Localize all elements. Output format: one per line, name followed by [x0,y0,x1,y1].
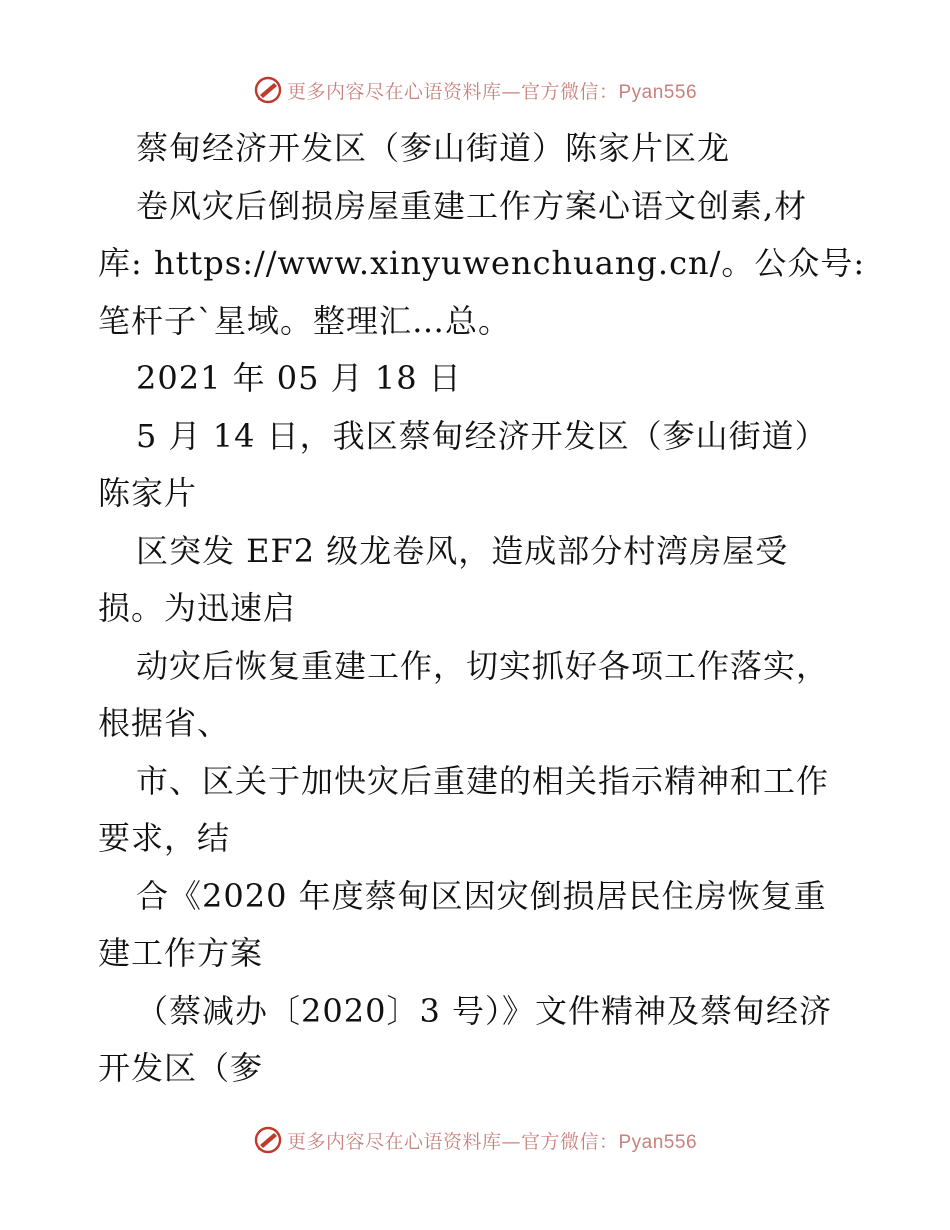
document-body [98,120,868,1098]
banner-text: 更多内容尽在心语资料库—官方微信：Pyan556 [286,1130,698,1153]
text-line: 损。为迅速启 [98,589,297,627]
header-watermark-banner [0,70,950,110]
text-line: 根据省、 [98,704,231,742]
text-line: 卷风灾后倒损房屋重建工作方案心语文创素,材 [136,186,808,225]
text-line: 陈家片 [98,474,198,512]
brand-logo-icon [253,75,283,105]
text-line: 5 月 14 日，我区蔡甸经济开发区（奓山街道） [136,416,828,455]
text-line: 市、区关于加快灾后重建的相关指示精神和工作 [136,761,830,800]
text-line: 蔡甸经济开发区（奓山街道）陈家片区龙 [136,129,731,167]
text-line: 要求，结 [98,819,231,857]
text-line: 合《2020 年度蔡甸区因灾倒损居民住房恢复重 [136,876,827,915]
text-line: 库: https://www.xinyuwenchuang.cn/。公众号: [98,244,866,282]
text-line: 笔杆子`星域。整理汇…总。 [98,301,512,340]
text-line: 建工作方案 [98,934,264,972]
footer-watermark-banner [0,1120,950,1160]
text-line: 动灾后恢复重建工作，切实抓好各项工作落实， [136,646,830,685]
text-line: （蔡减办〔2020〕3 号）》文件精神及蔡甸经济 [136,991,832,1030]
text-line: 区突发 EF2 级龙卷风，造成部分村湾房屋受 [136,531,789,570]
date-line: 2021 年 05 月 18 日 [136,359,462,397]
banner-text: 更多内容尽在心语资料库—官方微信：Pyan556 [286,80,698,103]
text-line: 开发区（奓 [98,1049,264,1087]
brand-logo-icon [253,1125,283,1155]
